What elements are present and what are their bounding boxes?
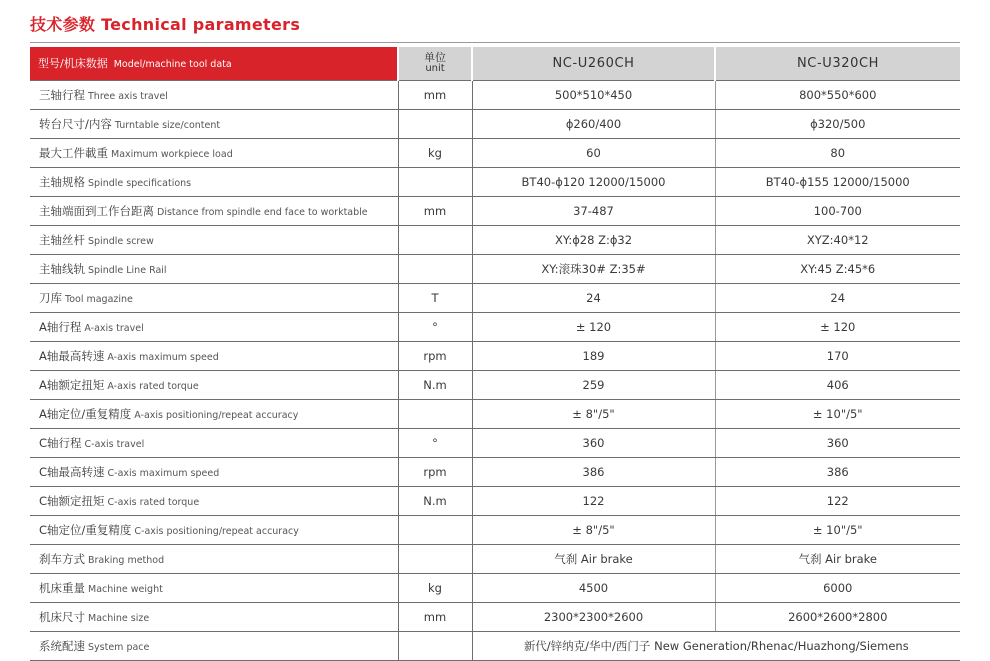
header-model-data — [30, 47, 398, 80]
param-name-en: Maximum workpiece load — [111, 148, 233, 160]
param-unit-cell: mm — [398, 602, 472, 631]
param-unit-cell — [398, 109, 472, 138]
param-value-nc-u320ch: 6000 — [715, 573, 960, 602]
param-name-cn: 转台尺寸/内容 — [39, 116, 112, 131]
header-unit — [398, 47, 472, 80]
param-unit-cell — [398, 167, 472, 196]
table-row — [30, 602, 960, 631]
param-name-cell — [30, 486, 398, 515]
param-unit-cell — [398, 399, 472, 428]
table-row — [30, 109, 960, 138]
param-name-cell — [30, 341, 398, 370]
param-name-cell — [30, 138, 398, 167]
param-name-en: Tool magazine — [65, 293, 133, 305]
param-name-en: Spindle Line Rail — [88, 264, 167, 276]
table-row — [30, 486, 960, 515]
table-row — [30, 80, 960, 109]
param-unit-cell: mm — [398, 196, 472, 225]
param-name-cn: 机床尺寸 — [39, 609, 85, 624]
param-value-nc-u260ch: 4500 — [472, 573, 715, 602]
param-unit-cell: kg — [398, 138, 472, 167]
param-name-cn: C轴额定扭矩 — [39, 493, 105, 508]
param-unit-cell: kg — [398, 573, 472, 602]
param-name-en: A-axis maximum speed — [107, 351, 219, 363]
param-name-cn: 主轴规格 — [39, 174, 85, 189]
param-name-cell — [30, 602, 398, 631]
param-name-cell — [30, 283, 398, 312]
param-value-nc-u320ch: ± 120 — [715, 312, 960, 341]
header-model-b: NC-U320CH — [715, 47, 960, 80]
param-name-en: A-axis travel — [84, 322, 144, 334]
param-name-cell — [30, 312, 398, 341]
param-value-nc-u320ch: 122 — [715, 486, 960, 515]
param-value-nc-u260ch: 60 — [472, 138, 715, 167]
param-value-nc-u260ch: BT40-ϕ120 12000/15000 — [472, 167, 715, 196]
param-value-nc-u260ch: 189 — [472, 341, 715, 370]
param-value-nc-u320ch: 100-700 — [715, 196, 960, 225]
table-row — [30, 515, 960, 544]
param-name-cn: A轴额定扭矩 — [39, 377, 105, 392]
param-value-nc-u320ch: 800*550*600 — [715, 80, 960, 109]
param-value-nc-u320ch: 170 — [715, 341, 960, 370]
header-model-data-en: Model/machine tool data — [113, 59, 232, 71]
param-name-en: Braking method — [88, 554, 165, 566]
table-row — [30, 312, 960, 341]
param-name-cn: 三轴行程 — [39, 87, 85, 102]
param-name-cn: 刹车方式 — [39, 551, 85, 566]
param-name-cell — [30, 196, 398, 225]
param-name-cn: C轴最高转速 — [39, 464, 105, 479]
param-value-system-merged: 新代/锌纳克/华中/西门子 New Generation/Rhenac/Huazhong/Siemens — [472, 631, 960, 660]
table-row — [30, 341, 960, 370]
param-name-en: C-axis travel — [84, 438, 145, 450]
param-value-nc-u260ch: ϕ260/400 — [472, 109, 715, 138]
title-divider — [30, 42, 960, 43]
param-value-nc-u320ch: 2600*2600*2800 — [715, 602, 960, 631]
param-name-cell — [30, 254, 398, 283]
param-name-en: Distance from spindle end face to worktable — [157, 206, 368, 218]
param-unit-cell: ° — [398, 312, 472, 341]
param-value-nc-u260ch: 2300*2300*2600 — [472, 602, 715, 631]
param-name-cell — [30, 80, 398, 109]
param-name-cn: 系统配速 — [39, 638, 85, 653]
param-unit-cell: mm — [398, 80, 472, 109]
param-name-cn: A轴最高转速 — [39, 348, 105, 363]
param-value-nc-u320ch: ϕ320/500 — [715, 109, 960, 138]
param-value-nc-u320ch: XY:45 Z:45*6 — [715, 254, 960, 283]
table-row — [30, 370, 960, 399]
param-name-cell — [30, 573, 398, 602]
table-header-row — [30, 47, 960, 80]
param-unit-cell: rpm — [398, 341, 472, 370]
param-name-en: System pace — [88, 641, 150, 653]
table-row — [30, 138, 960, 167]
param-name-cn: 主轴线轨 — [39, 261, 85, 276]
param-value-nc-u260ch: 37-487 — [472, 196, 715, 225]
param-name-cell — [30, 631, 398, 660]
param-value-nc-u260ch: ± 120 — [472, 312, 715, 341]
param-name-cell — [30, 399, 398, 428]
param-value-nc-u260ch: ± 8"/5" — [472, 515, 715, 544]
param-unit-cell: N.m — [398, 486, 472, 515]
table-row — [30, 283, 960, 312]
param-value-nc-u320ch: 386 — [715, 457, 960, 486]
param-unit-cell: rpm — [398, 457, 472, 486]
param-unit-cell: ° — [398, 428, 472, 457]
param-name-en: Spindle specifications — [88, 177, 192, 189]
param-name-cell — [30, 370, 398, 399]
param-name-cell — [30, 544, 398, 573]
param-name-cn: C轴行程 — [39, 435, 82, 450]
param-name-cn: 机床重量 — [39, 580, 85, 595]
param-name-en: A-axis rated torque — [107, 380, 199, 392]
param-name-cell — [30, 109, 398, 138]
param-value-nc-u260ch: 气刹 Air brake — [472, 544, 715, 573]
table-row — [30, 544, 960, 573]
param-name-en: Turntable size/content — [114, 119, 221, 131]
param-value-nc-u260ch: XY:滚珠30# Z:35# — [472, 254, 715, 283]
header-model-data-cn: 型号/机床数据 — [38, 57, 108, 71]
header-unit-en: unit — [425, 63, 445, 75]
param-value-nc-u320ch: 气刹 Air brake — [715, 544, 960, 573]
param-name-en: C-axis rated torque — [107, 496, 200, 508]
param-unit-cell: N.m — [398, 370, 472, 399]
param-name-en: Three axis travel — [88, 90, 168, 102]
param-value-nc-u260ch: 24 — [472, 283, 715, 312]
param-unit-cell — [398, 254, 472, 283]
param-unit-cell — [398, 225, 472, 254]
param-name-cn: 最大工件載重 — [39, 145, 108, 160]
table-row — [30, 254, 960, 283]
technical-parameters-table — [30, 47, 960, 661]
param-value-nc-u260ch: 360 — [472, 428, 715, 457]
param-value-nc-u320ch: 24 — [715, 283, 960, 312]
table-row — [30, 428, 960, 457]
param-name-cell — [30, 428, 398, 457]
param-value-nc-u320ch: ± 10"/5" — [715, 515, 960, 544]
param-unit-cell — [398, 515, 472, 544]
table-row — [30, 573, 960, 602]
param-name-en: A-axis positioning/repeat accuracy — [134, 409, 299, 421]
param-name-cell — [30, 457, 398, 486]
param-name-cell — [30, 167, 398, 196]
param-value-nc-u260ch: 386 — [472, 457, 715, 486]
param-unit-cell — [398, 631, 472, 660]
param-name-en: C-axis maximum speed — [107, 467, 220, 479]
param-name-cn: 刀库 — [39, 290, 62, 305]
param-value-nc-u320ch: XYZ:40*12 — [715, 225, 960, 254]
header-model-a: NC-U260CH — [472, 47, 715, 80]
param-value-nc-u320ch: ± 10"/5" — [715, 399, 960, 428]
header-unit-cn: 单位 — [424, 51, 446, 65]
param-name-en: C-axis positioning/repeat accuracy — [134, 525, 299, 537]
param-value-nc-u320ch: BT40-ϕ155 12000/15000 — [715, 167, 960, 196]
param-name-cn: 主轴丝杆 — [39, 232, 85, 247]
table-row — [30, 225, 960, 254]
param-unit-cell: T — [398, 283, 472, 312]
param-value-nc-u320ch: 406 — [715, 370, 960, 399]
param-name-cn: A轴定位/重复精度 — [39, 406, 132, 421]
param-name-cn: A轴行程 — [39, 319, 82, 334]
table-row — [30, 196, 960, 225]
table-row — [30, 399, 960, 428]
param-value-nc-u260ch: ± 8"/5" — [472, 399, 715, 428]
page-title: 技术参数 Technical parameters — [30, 15, 301, 34]
param-value-nc-u320ch: 360 — [715, 428, 960, 457]
param-value-nc-u260ch: 122 — [472, 486, 715, 515]
param-name-cell — [30, 515, 398, 544]
param-value-nc-u320ch: 80 — [715, 138, 960, 167]
param-name-en: Machine weight — [88, 583, 163, 595]
param-unit-cell — [398, 544, 472, 573]
param-name-cn: 主轴端面到工作台距离 — [39, 203, 154, 218]
param-name-en: Machine size — [88, 612, 150, 624]
table-row-system — [30, 631, 960, 660]
param-value-nc-u260ch: XY:ϕ28 Z:ϕ32 — [472, 225, 715, 254]
param-value-nc-u260ch: 259 — [472, 370, 715, 399]
param-value-nc-u260ch: 500*510*450 — [472, 80, 715, 109]
table-row — [30, 167, 960, 196]
param-name-en: Spindle screw — [88, 235, 154, 247]
param-name-cn: C轴定位/重复精度 — [39, 522, 132, 537]
param-name-cell — [30, 225, 398, 254]
table-row — [30, 457, 960, 486]
